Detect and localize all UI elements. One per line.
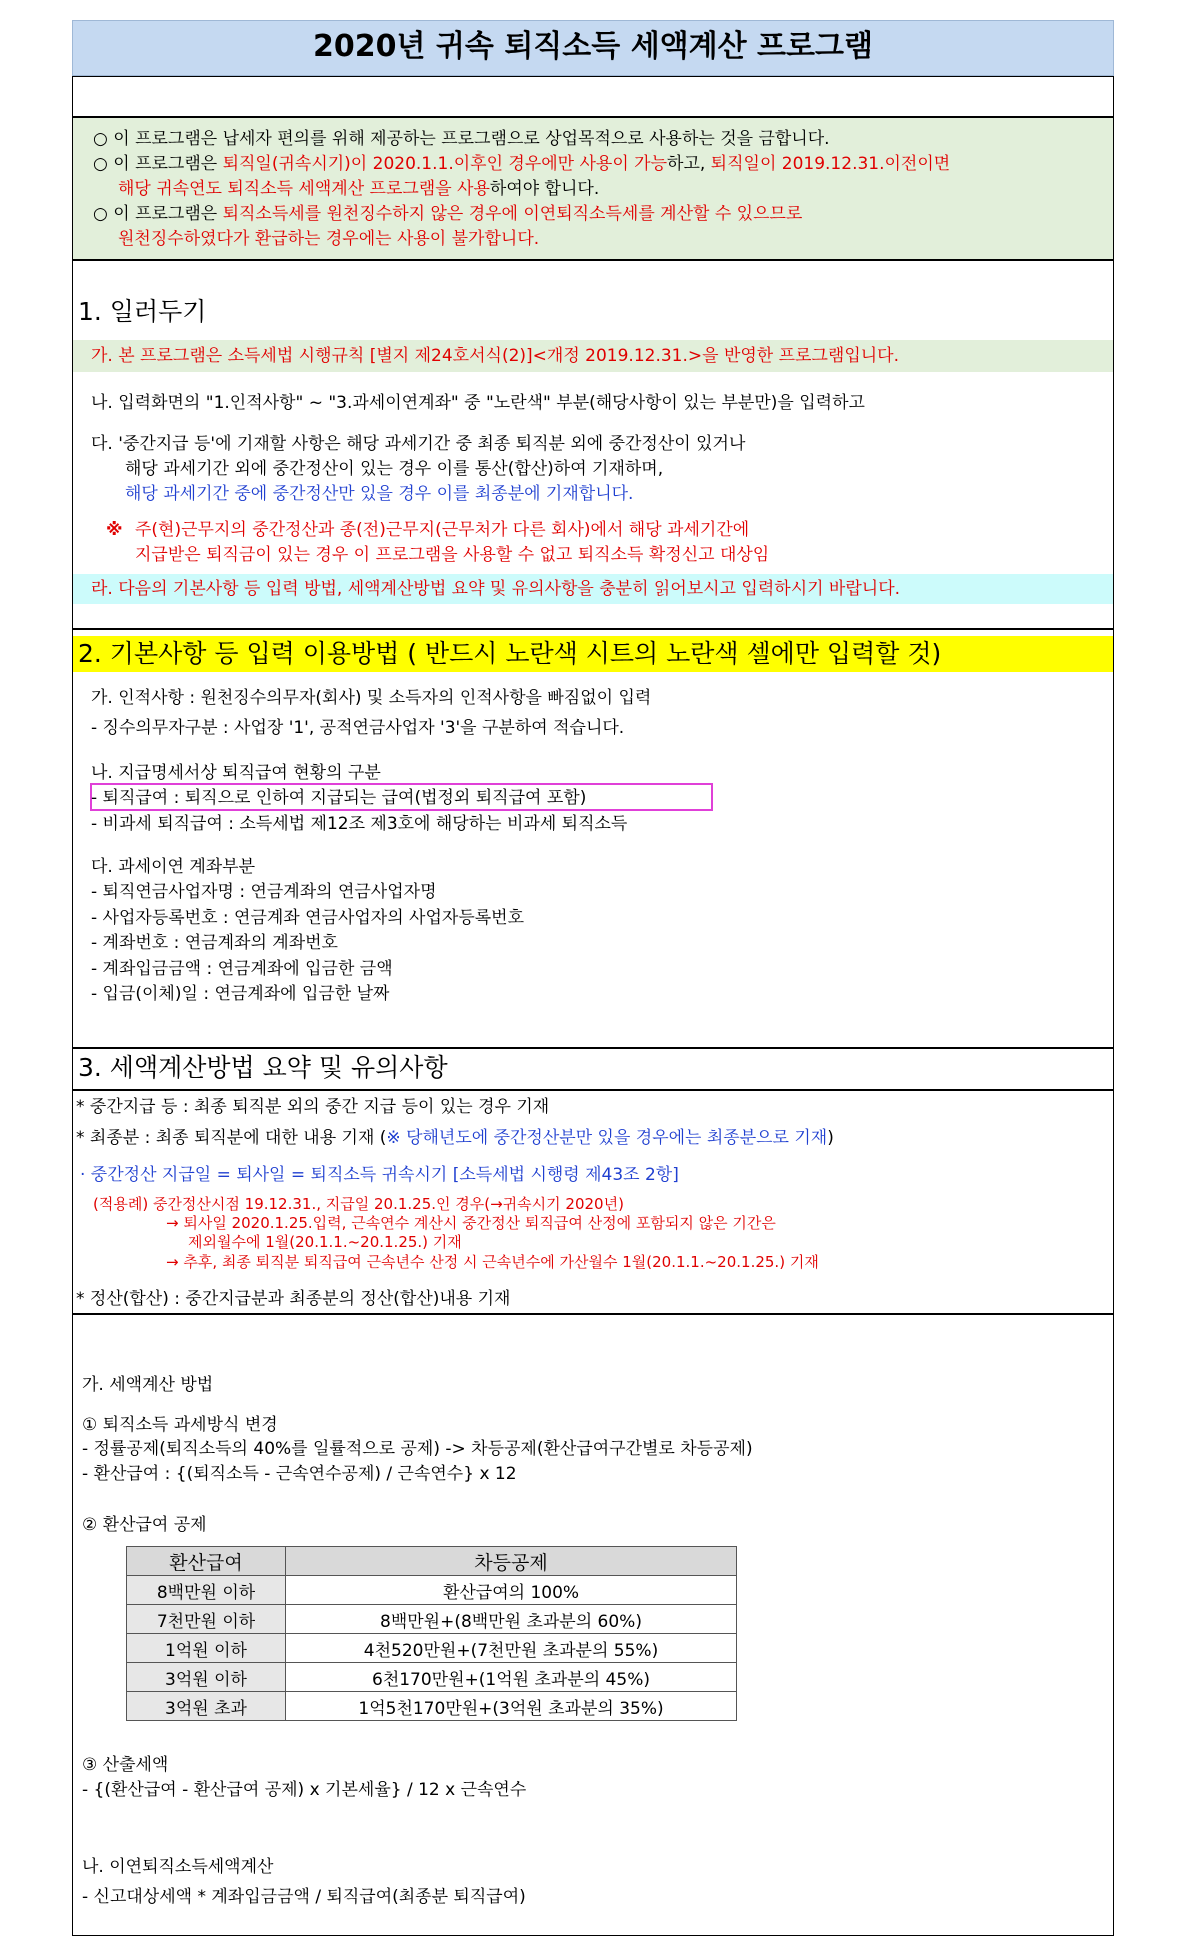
calc-step-2: ② 환산급여 공제 (82, 1515, 207, 1535)
section1-da-1: 다. '중간지급 등'에 기재할 사항은 해당 과세기간 중 최종 퇴직분 외에 중간정산이 있거나 (91, 434, 746, 454)
section2-line: - 사업자등록번호 : 연금계좌 연금사업자의 사업자등록번호 (91, 908, 525, 928)
section3-heading: 3. 세액계산방법 요약 및 유의사항 (78, 1053, 448, 1082)
table-row (127, 1663, 737, 1692)
calc-ga: 가. 세액계산 방법 (82, 1375, 214, 1395)
notice-text: 해당 귀속연도 퇴직소득 세액계산 프로그램을 사용 (118, 179, 490, 199)
table-row (127, 1634, 737, 1663)
table-cell: 1억5천170만원+(3억원 초과분의 35%) (286, 1692, 737, 1721)
warning-mark: ※ (106, 520, 123, 540)
section1-na: 나. 입력화면의 "1.인적사항" ~ "3.과세이연계좌" 중 "노란색" 부분(해당사항이 있는 부분만)을 입력하고 (91, 393, 865, 413)
example-4: → 추후, 최종 퇴직분 퇴직급여 근속년수 산정 시 근속년수에 가산월수 1월(20.1.1.~20.1.25.) 기재 (166, 1253, 819, 1271)
notice-text: 하여야 합니다. (489, 179, 600, 199)
calc-na-1: - 신고대상세액 * 계좌입금금액 / 퇴직급여(최종분 퇴직급여) (82, 1887, 526, 1907)
table-cell: 3억원 초과 (127, 1692, 286, 1721)
section2-line: 나. 지급명세서상 퇴직급여 현황의 구분 (91, 763, 381, 783)
notice-text: ○ 이 프로그램은 납세자 편의를 위해 제공하는 프로그램으로 상업목적으로 사용하는 것을 금합니다. (93, 129, 830, 149)
section1-ra: 라. 다음의 기본사항 등 입력 방법, 세액계산방법 요약 및 유의사항을 충분히 읽어보시고 입력하시기 바랍니다. (91, 579, 901, 599)
section3-line-2 (76, 1126, 834, 1150)
table-cell: 7천만원 이하 (127, 1605, 286, 1634)
calc-step-3a: - {(환산급여 - 환산급여 공제) x 기본세율} / 12 x 근속연수 (82, 1780, 527, 1800)
section1-heading: 1. 일러두기 (78, 297, 207, 326)
calc-step-1: ① 퇴직소득 과세방식 변경 (82, 1415, 278, 1435)
notice-text: ○ 이 프로그램은 (93, 204, 223, 224)
table-cell: 8백만원 이하 (127, 1576, 286, 1605)
table-row (127, 1692, 737, 1721)
example-1: (적용례) 중간정산시점 19.12.31., 지급일 20.1.25.인 경우(→귀속시기 2020년) (93, 1195, 624, 1213)
section2-line: - 비과세 퇴직급여 : 소득세법 제12조 제3호에 해당하는 비과세 퇴직소득 (91, 814, 628, 834)
section1-da-3: 해당 과세기간 중에 중간정산만 있을 경우 이를 최종분에 기재합니다. (125, 484, 634, 504)
section3-line-2a: * 최종분 : 최종 퇴직분에 대한 내용 기재 ( (76, 1128, 387, 1148)
section3-line-4: * 정산(합산) : 중간지급분과 최종분의 정산(합산)내용 기재 (76, 1289, 511, 1309)
section1-ga: 가. 본 프로그램은 소득세법 시행규칙 [별지 제24호서식(2)]<개정 2019.12.31.>을 반영한 프로그램입니다. (91, 346, 899, 366)
section2-heading: 2. 기본사항 등 입력 이용방법 ( 반드시 노란색 시트의 노란색 셀에만 입력할 것) (78, 639, 942, 668)
section3-line-2b: ※ 당해년도에 중간정산분만 있을 경우에는 최종분으로 기재 (386, 1128, 828, 1148)
notice-text: ○ 이 프로그램은 (93, 154, 223, 174)
table-cell: 1억원 이하 (127, 1634, 286, 1663)
conversion-table (126, 1546, 737, 1721)
section2-line: - 계좌입금금액 : 연금계좌에 입금한 금액 (91, 959, 393, 979)
notice-line (118, 177, 599, 201)
section3-line-2c: ) (827, 1128, 834, 1148)
table-cell: 3억원 이하 (127, 1663, 286, 1692)
notice-text: 원천징수하였다가 환급하는 경우에는 사용이 불가합니다. (118, 229, 540, 249)
section1-note-1: 주(현)근무지의 중간정산과 종(전)근무지(근무처가 다른 회사)에서 해당 과세기간에 (135, 520, 750, 540)
table-cell: 8백만원+(8백만원 초과분의 60%) (286, 1605, 737, 1634)
example-3: 제외월수에 1월(20.1.1.~20.1.25.) 기재 (188, 1233, 462, 1251)
table-cell: 4천520만원+(7천만원 초과분의 55%) (286, 1634, 737, 1663)
section1-note-2: 지급받은 퇴직금이 있는 경우 이 프로그램을 사용할 수 없고 퇴직소득 확정신고 대상임 (135, 545, 770, 565)
notice-text: 퇴직일(귀속시기)이 2020.1.1.이후인 경우에만 사용이 가능 (222, 154, 668, 174)
table-header: 차등공제 (286, 1547, 737, 1576)
page-title: 2020년 귀속 퇴직소득 세액계산 프로그램 (313, 29, 873, 64)
notice-line (118, 227, 539, 251)
section2-line: - 계좌번호 : 연금계좌의 계좌번호 (91, 933, 338, 953)
table-row (127, 1605, 737, 1634)
section1-da-2: 해당 과세기간 외에 중간정산이 있는 경우 이를 통산(합산)하여 기재하며, (125, 459, 664, 479)
notice-line (93, 202, 802, 226)
table-header-row (127, 1547, 737, 1576)
table-cell: 6천170만원+(1억원 초과분의 45%) (286, 1663, 737, 1692)
notice-text: 퇴직소득세를 원천징수하지 않은 경우에 이연퇴직소득세를 계산할 수 있으므로 (222, 204, 803, 224)
calc-step-1a: - 정률공제(퇴직소득의 40%를 일률적으로 공제) -> 차등공제(환산급여구간별로 차등공제) (82, 1439, 753, 1459)
calc-step-3: ③ 산출세액 (82, 1755, 169, 1775)
section2-line: 다. 과세이연 계좌부분 (91, 857, 256, 877)
notice-text: 퇴직일이 2019.12.31.이전이면 (710, 154, 951, 174)
notice-line (93, 127, 830, 151)
calc-na: 나. 이연퇴직소득세액계산 (82, 1857, 274, 1877)
table-row (127, 1576, 737, 1605)
section2-line: 가. 인적사항 : 원천징수의무자(회사) 및 소득자의 인적사항을 빠짐없이 입력 (91, 688, 652, 708)
section2-line: - 징수의무자구분 : 사업장 '1', 공적연금사업자 '3'을 구분하여 적습니다. (91, 718, 625, 738)
blank-row (72, 76, 1114, 117)
notice-line (93, 152, 950, 176)
calc-step-1b: - 환산급여 : {(퇴직소득 - 근속연수공제) / 근속연수} x 12 (82, 1464, 517, 1484)
section2-line: - 입금(이체)일 : 연금계좌에 입금한 날짜 (91, 984, 390, 1004)
section3-line-3: · 중간정산 지급일 = 퇴사일 = 퇴직소득 귀속시기 [소득세법 시행령 제43조 2항] (80, 1165, 679, 1185)
section3-line-1: * 중간지급 등 : 최종 퇴직분 외의 중간 지급 등이 있는 경우 기재 (76, 1097, 550, 1117)
example-2: → 퇴사일 2020.1.25.입력, 근속연수 계산시 중간정산 퇴직급여 산정에 포함되지 않은 기간은 (166, 1214, 776, 1232)
section2-line: - 퇴직연금사업자명 : 연금계좌의 연금사업자명 (91, 882, 437, 902)
section2-line: - 퇴직급여 : 퇴직으로 인하여 지급되는 급여(법정외 퇴직급여 포함) (91, 788, 587, 808)
table-header: 환산급여 (127, 1547, 286, 1576)
notice-text: 하고, (667, 154, 711, 174)
table-cell: 환산급여의 100% (286, 1576, 737, 1605)
